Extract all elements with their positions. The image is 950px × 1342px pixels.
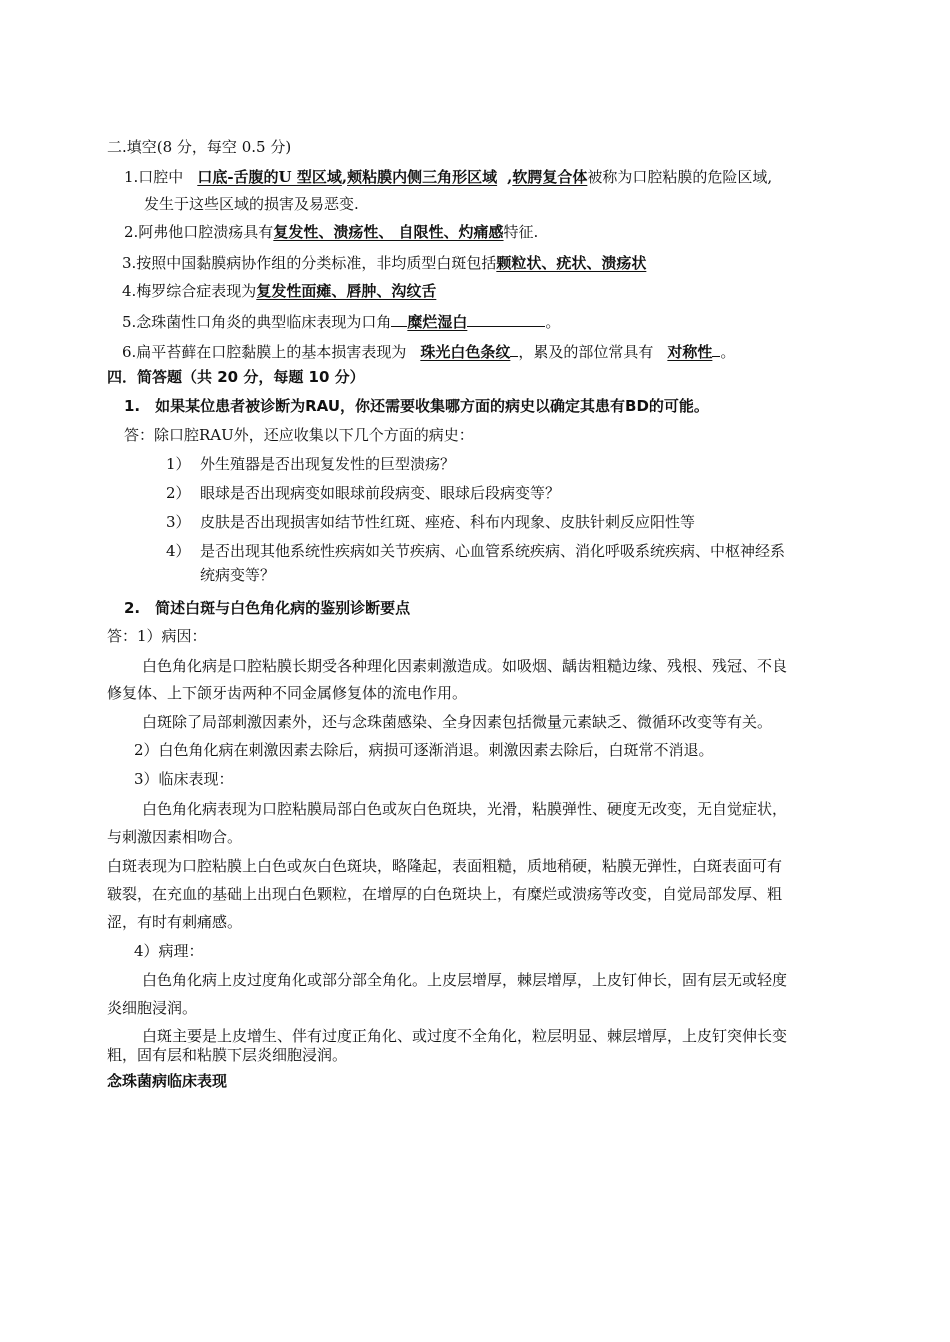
answer-2-1-a: 口底-舌腹的U 型区域 xyxy=(197,168,342,186)
question-2-6-middle: ，累及的部位常具有 xyxy=(518,343,654,361)
question-2-3-prefix: 3.按照中国黏膜病协作组的分类标准，非均质型白斑包括 xyxy=(122,254,497,272)
question-2-1-continued: 发生于这些区域的损害及易恶变. xyxy=(144,195,359,213)
answer-line: 白色角化病表现为口腔粘膜局部白色或灰白色斑块，光滑，粘膜弹性、硬度无改变，无自觉症状， xyxy=(142,800,788,818)
answer-line: 2）白色角化病在刺激因素去除后，病损可逐渐消退。刺激因素去除后，白斑常不消退。 xyxy=(134,741,714,759)
answer-2-3: 颗粒状、疣状、溃疡状 xyxy=(496,254,647,272)
answer-2-5: 糜烂湿白 xyxy=(407,313,468,331)
answer-line: 3）临床表现： xyxy=(134,770,234,788)
question-2-5-suffix: 。 xyxy=(545,313,561,331)
answer-line: 与刺激因素相吻合。 xyxy=(107,828,243,846)
answer-2-6-a: 珠光白色条纹 xyxy=(420,343,511,361)
question-2-1 xyxy=(124,167,772,187)
question-4-2-title: 2. 简述白斑与白色角化病的鉴别诊断要点 xyxy=(124,599,411,617)
list-item-text: 是否出现其他系统性疾病如关节疾病、心血管系统疾病、消化呼吸系统疾病、中枢神经系 xyxy=(200,542,786,560)
answer-2-1-c: 软腭复合体 xyxy=(512,168,588,186)
question-2-6-prefix: 6.扁平苔藓在口腔黏膜上的基本损害表现为 xyxy=(122,343,407,361)
answer-line: 皲裂，在充血的基础上出现白色颗粒，在增厚的白色斑块上，有糜烂或溃疡等改变，自觉局部发厚、粗 xyxy=(107,885,783,903)
answer-2-4: 复发性面瘫、唇肿、沟纹舌 xyxy=(256,282,437,300)
list-item-text: 皮肤是否出现损害如结节性红斑、痤疮、科布内现象、皮肤针刺反应阳性等 xyxy=(200,513,696,531)
list-item xyxy=(166,512,695,532)
answer-2-1-sep2: , xyxy=(507,168,513,186)
answer-2-1-b: 颊粘膜内侧三角形区域 xyxy=(347,168,498,186)
list-item-text: 外生殖器是否出现复发性的巨型溃疡？ xyxy=(200,455,456,473)
list-item xyxy=(166,483,560,503)
blank-tail xyxy=(467,309,545,327)
answer-line: 涩，有时有刺痛感。 xyxy=(107,913,243,931)
answer-line: 答：1）病因： xyxy=(107,627,207,645)
question-2-4 xyxy=(122,281,436,301)
question-2-5-prefix: 5.念珠菌性口角炎的典型临床表现为口角 xyxy=(122,313,392,331)
answer-4-1-intro: 答：除口腔RAU外，还应收集以下几个方面的病史： xyxy=(124,426,474,444)
list-item-number: 2） xyxy=(166,484,191,502)
answer-line: 白斑表现为口腔粘膜上白色或灰白色斑块，略隆起，表面粗糙，质地稍硬，粘膜无弹性，白斑表面可有 xyxy=(107,857,783,875)
section-4-title: 四．简答题（共 20 分，每题 10 分） xyxy=(107,368,365,386)
question-2-2-suffix: 特征. xyxy=(503,223,539,241)
question-2-6 xyxy=(122,339,735,362)
question-4-1-title: 1. 如果某位患者被诊断为RAU，你还需要收集哪方面的病史以确定其患有BD的可能。 xyxy=(124,397,709,415)
question-2-6-suffix: 。 xyxy=(720,343,736,361)
answer-2-1-sep1: , xyxy=(341,168,348,186)
list-item xyxy=(166,541,785,561)
answer-line: 粗，固有层和粘膜下层炎细胞浸润。 xyxy=(107,1046,348,1064)
blank-lead xyxy=(391,309,407,327)
list-item xyxy=(166,454,455,474)
question-2-2 xyxy=(124,222,538,242)
list-item-continued: 统病变等？ xyxy=(200,566,276,584)
answer-line: 白色角化病上皮过度角化或部分部全角化。上皮层增厚，棘层增厚，上皮钉伸长，固有层无或轻度 xyxy=(142,971,788,989)
footer-heading: 念珠菌病临床表现 xyxy=(107,1072,228,1090)
answer-2-2: 复发性、溃疡性、 自限性、灼痛感 xyxy=(273,223,504,241)
question-2-2-prefix: 2.阿弗他口腔溃疡具有 xyxy=(124,223,274,241)
answer-line: 4）病理： xyxy=(134,942,204,960)
answer-line: 白色角化病是口腔粘膜长期受各种理化因素刺激造成。如吸烟、龋齿粗糙边缘、残根、残冠、不良 xyxy=(142,657,788,675)
list-item-number: 3） xyxy=(166,513,191,531)
answer-2-6-b: 对称性 xyxy=(667,343,713,361)
answer-line: 白斑主要是上皮增生、伴有过度正角化、或过度不全角化，粒层明显、棘层增厚，上皮钉突伸长变 xyxy=(142,1027,788,1045)
question-2-5 xyxy=(122,309,560,332)
list-item-text: 眼球是否出现病变如眼球前段病变、眼球后段病变等？ xyxy=(200,484,561,502)
answer-line: 白斑除了局部刺激因素外，还与念珠菌感染、全身因素包括微量元素缺乏、微循环改变等有关。 xyxy=(142,713,773,731)
list-item-number: 1） xyxy=(166,455,191,473)
answer-line: 修复体、上下颌牙齿两种不同金属修复体的流电作用。 xyxy=(107,684,468,702)
question-2-1-prefix: 1.口腔中 xyxy=(124,168,184,186)
section-2-title: 二.填空(8 分，每空 0.5 分) xyxy=(107,138,292,156)
list-item-number: 4） xyxy=(166,542,191,560)
question-2-1-suffix: 被称为口腔粘膜的危险区域, xyxy=(587,168,773,186)
answer-line: 炎细胞浸润。 xyxy=(107,999,198,1017)
question-2-4-prefix: 4.梅罗综合症表现为 xyxy=(122,282,257,300)
question-2-3 xyxy=(122,253,646,273)
